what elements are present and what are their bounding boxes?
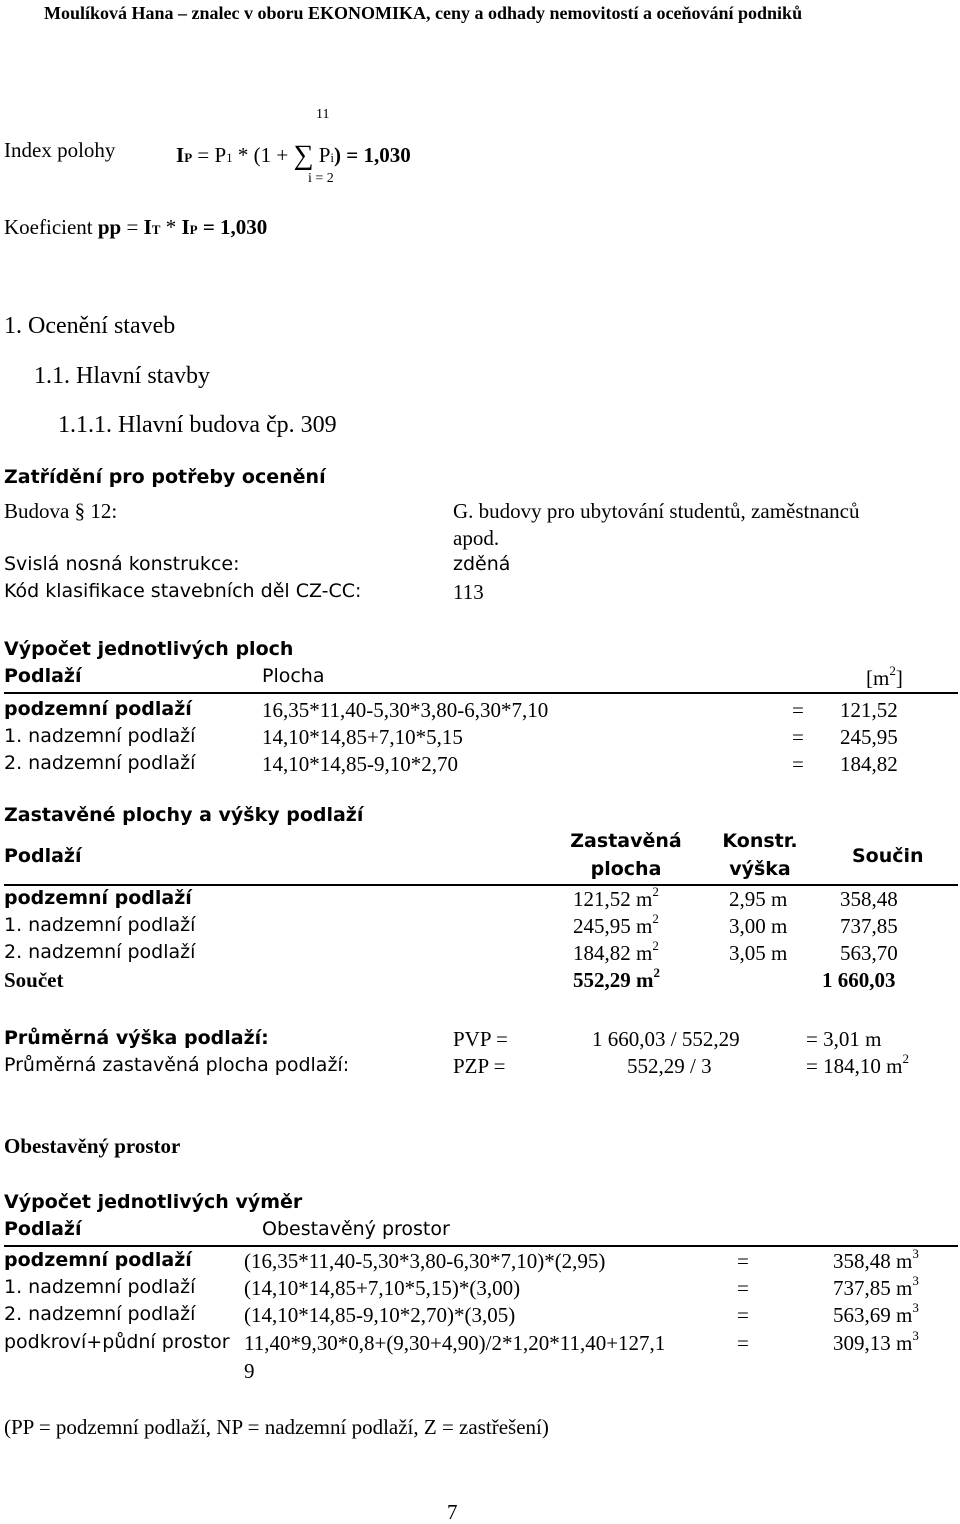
pzp-code: PZP = — [453, 1054, 506, 1078]
areas-header-rule — [4, 692, 958, 694]
built-col-konstr: Konstr. — [722, 830, 798, 852]
budova-value: G. budovy pro ubytování studentů, zaměstnanců — [453, 499, 860, 523]
pvp-result: = 3,01 m — [806, 1027, 882, 1051]
built-col-podlazi: Podlaží — [4, 845, 82, 867]
pvp-calc: 1 660,03 / 552,29 — [592, 1027, 740, 1051]
kod-value: 113 — [453, 580, 484, 604]
volume-section-title: Obestavěný prostor — [4, 1134, 181, 1158]
areas-col-plocha: Plocha — [262, 665, 325, 687]
pvp-code: PVP = — [453, 1027, 508, 1051]
budova-label: Budova § 12: — [4, 499, 118, 523]
heading-1: 1. Ocenění staveb — [4, 313, 176, 339]
index-polohy-formula: IP = P1 * (1 + ∑ Pi) = 1,030 — [176, 140, 411, 171]
koeficient-line: Koeficient pp = IT * IP = 1,030 — [4, 215, 268, 239]
areas-title: Výpočet jednotlivých ploch — [4, 638, 294, 660]
page-header: Moulíková Hana – znalec v oboru EKONOMIKA, ceny a odhady nemovitostí a oceňování podniků — [44, 3, 803, 23]
abbreviation-note: (PP = podzemní podlaží, NP = nadzemní podlaží, Z = zastřešení) — [4, 1415, 549, 1439]
built-col-zastavena: Zastavěná — [570, 830, 682, 852]
volume-col-prostor: Obestavěný prostor — [262, 1218, 450, 1240]
sigma-symbol: ∑ — [293, 140, 314, 171]
svisla-value: zděná — [453, 553, 511, 575]
classification-title: Zatřídění pro potřeby ocenění — [4, 466, 326, 488]
pzp-result: = 184,10 $m^2$ — [806, 1051, 909, 1078]
ip-symbol: IP — [176, 143, 193, 167]
built-col-plocha: plocha — [590, 858, 662, 880]
areas-col-podlazi: Podlaží — [4, 665, 82, 687]
built-header-rule — [4, 884, 958, 886]
built-col-soucin: Součin — [852, 845, 924, 867]
pzp-calc: 552,29 / 3 — [627, 1054, 712, 1078]
heading-2: 1.1. Hlavní stavby — [34, 363, 210, 389]
pvp-label: Průměrná výška podlaží: — [4, 1027, 269, 1049]
heading-3: 1.1.1. Hlavní budova čp. 309 — [58, 412, 337, 438]
pzp-label: Průměrná zastavěná plocha podlaží: — [4, 1054, 350, 1076]
budova-value-cont: apod. — [453, 526, 500, 550]
volume-header-rule — [4, 1245, 958, 1247]
kod-label: Kód klasifikace stavebních děl CZ-CC: — [4, 580, 362, 602]
built-title: Zastavěné plochy a výšky podlaží — [4, 804, 364, 826]
svisla-label: Svislá nosná konstrukce: — [4, 553, 240, 575]
page-number: 7 — [447, 1500, 458, 1524]
areas-col-unit: $[m^2]$ — [866, 663, 903, 690]
volume-title: Výpočet jednotlivých výměr — [4, 1191, 303, 1213]
sum-upper-limit: 11 — [316, 107, 330, 122]
volume-col-podlazi: Podlaží — [4, 1218, 82, 1240]
built-col-vyska: výška — [729, 858, 791, 880]
index-polohy-label: Index polohy — [4, 138, 116, 162]
sum-lower-limit: i = 2 — [308, 171, 334, 186]
